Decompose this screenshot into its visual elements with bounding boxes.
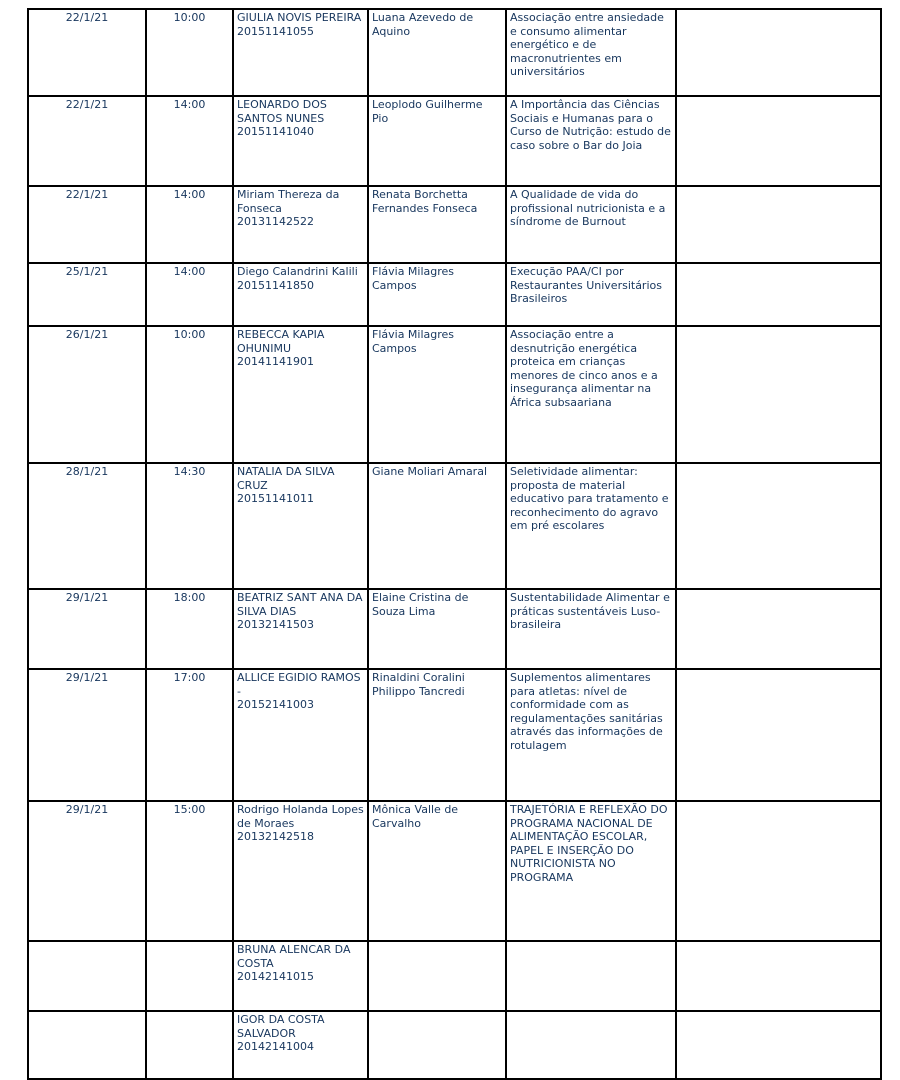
student-id: 20152141003	[237, 698, 314, 711]
cell-title	[506, 1011, 676, 1079]
cell-student	[233, 1011, 368, 1079]
cell-date: 28/1/21	[28, 463, 146, 589]
student-id: 20151141850	[237, 278, 314, 292]
cell-notes	[676, 326, 881, 463]
cell-advisor: Flávia Milagres Campos	[368, 326, 506, 463]
student-id: 20142141015	[237, 970, 314, 983]
table-row	[28, 1011, 881, 1079]
student-name: Rodrigo Holanda Lopes de Moraes	[237, 803, 364, 830]
table-row	[28, 463, 881, 589]
cell-notes	[676, 463, 881, 589]
student-id: 20132142518	[237, 830, 314, 843]
cell-student	[233, 263, 368, 326]
cell-notes	[676, 9, 881, 96]
cell-notes	[676, 1011, 881, 1079]
student-id: 20151141055	[237, 24, 314, 38]
student-id: 20131142522	[237, 215, 314, 228]
cell-time: 15:00	[146, 801, 233, 941]
cell-date: 26/1/21	[28, 326, 146, 463]
cell-title: A Importância das Ciências Sociais e Humanas para o Curso de Nutrição: estudo de caso sobre o Bar do Joia	[506, 96, 676, 186]
student-name: GIULIA NOVIS PEREIRA	[237, 11, 362, 24]
cell-advisor: Elaine Cristina de Souza Lima	[368, 589, 506, 669]
cell-student	[233, 96, 368, 186]
cell-date: 22/1/21	[28, 186, 146, 263]
table-row	[28, 186, 881, 263]
cell-title: Associação entre a desnutrição energética proteica em crianças menores de cinco anos e a insegurança alimentar na África subsaariana	[506, 326, 676, 463]
student-id: 20151141040	[237, 125, 314, 138]
student-name: REBECCA KAPIA OHUNIMU	[237, 328, 325, 355]
cell-time: 14:30	[146, 463, 233, 589]
cell-student	[233, 801, 368, 941]
cell-notes	[676, 589, 881, 669]
cell-date: 22/1/21	[28, 96, 146, 186]
cell-time: 17:00	[146, 669, 233, 801]
cell-student	[233, 589, 368, 669]
student-name: Miriam Thereza da Fonseca	[237, 188, 340, 215]
cell-date: 29/1/21	[28, 669, 146, 801]
student-id: 20142141004	[237, 1040, 314, 1053]
cell-time: 18:00	[146, 589, 233, 669]
student-id: 20132141503	[237, 618, 314, 631]
cell-advisor	[368, 941, 506, 1011]
cell-time	[146, 941, 233, 1011]
student-name: Diego Calandrini Kalili	[237, 265, 358, 278]
cell-date	[28, 941, 146, 1011]
cell-date: 25/1/21	[28, 263, 146, 326]
student-name: ALLICE EGIDIO RAMOS -	[237, 671, 361, 698]
cell-notes	[676, 186, 881, 263]
cell-date: 22/1/21	[28, 9, 146, 96]
cell-date: 29/1/21	[28, 589, 146, 669]
cell-title: Seletividade alimentar: proposta de material educativo para tratamento e reconhecimento do agravo em pré escolares	[506, 463, 676, 589]
cell-date	[28, 1011, 146, 1079]
student-id: 20151141011	[237, 492, 314, 505]
cell-title: Suplementos alimentares para atletas: nível de conformidade com as regulamentações sanitárias através das informações de rotulagem	[506, 669, 676, 801]
cell-title: Associação entre ansiedade e consumo alimentar energético e de macronutrientes em universitários	[506, 9, 676, 96]
cell-advisor: Luana Azevedo de Aquino	[368, 9, 506, 96]
cell-advisor: Rinaldini Coralini Philippo Tancredi	[368, 669, 506, 801]
table-row	[28, 589, 881, 669]
cell-student	[233, 186, 368, 263]
defense-schedule-table	[27, 8, 882, 1080]
cell-time: 10:00	[146, 9, 233, 96]
cell-notes	[676, 669, 881, 801]
cell-time: 14:00	[146, 96, 233, 186]
cell-student	[233, 941, 368, 1011]
cell-date: 29/1/21	[28, 801, 146, 941]
cell-title: A Qualidade de vida do profissional nutricionista e a síndrome de Burnout	[506, 186, 676, 263]
table-row	[28, 96, 881, 186]
cell-student	[233, 463, 368, 589]
cell-title: TRAJETÓRIA E REFLEXÃO DO PROGRAMA NACIONAL DE ALIMENTAÇÃO ESCOLAR, PAPEL E INSERÇÃO DO NUTRICIONISTA NO PROGRAMA	[506, 801, 676, 941]
cell-advisor: Giane Moliari Amaral	[368, 463, 506, 589]
cell-time: 10:00	[146, 326, 233, 463]
table-row	[28, 941, 881, 1011]
cell-title: Execução PAA/CI por Restaurantes Universitários Brasileiros	[506, 263, 676, 326]
cell-student	[233, 326, 368, 463]
student-name: NATALIA DA SILVA CRUZ	[237, 465, 335, 492]
table-row	[28, 9, 881, 96]
student-name: BEATRIZ SANT ANA DA SILVA DIAS	[237, 591, 363, 618]
table-row	[28, 326, 881, 463]
table-row	[28, 669, 881, 801]
table-row	[28, 801, 881, 941]
cell-time	[146, 1011, 233, 1079]
cell-student	[233, 669, 368, 801]
cell-advisor: Flávia Milagres Campos	[368, 263, 506, 326]
cell-title	[506, 941, 676, 1011]
cell-notes	[676, 801, 881, 941]
cell-student	[233, 9, 368, 96]
cell-title: Sustentabilidade Alimentar e práticas sustentáveis Luso-brasileira	[506, 589, 676, 669]
cell-notes	[676, 96, 881, 186]
cell-advisor: Mônica Valle de Carvalho	[368, 801, 506, 941]
cell-advisor: Leoplodo Guilherme Pio	[368, 96, 506, 186]
cell-notes	[676, 263, 881, 326]
cell-time: 14:00	[146, 186, 233, 263]
cell-time: 14:00	[146, 263, 233, 326]
cell-notes	[676, 941, 881, 1011]
table-row	[28, 263, 881, 326]
student-id: 20141141901	[237, 355, 314, 368]
student-name: LEONARDO DOS SANTOS NUNES	[237, 98, 327, 125]
cell-advisor: Renata Borchetta Fernandes Fonseca	[368, 186, 506, 263]
student-name: IGOR DA COSTA SALVADOR	[237, 1013, 325, 1040]
cell-advisor	[368, 1011, 506, 1079]
table-body	[28, 9, 881, 1079]
student-name: BRUNA ALENCAR DA COSTA	[237, 943, 351, 970]
